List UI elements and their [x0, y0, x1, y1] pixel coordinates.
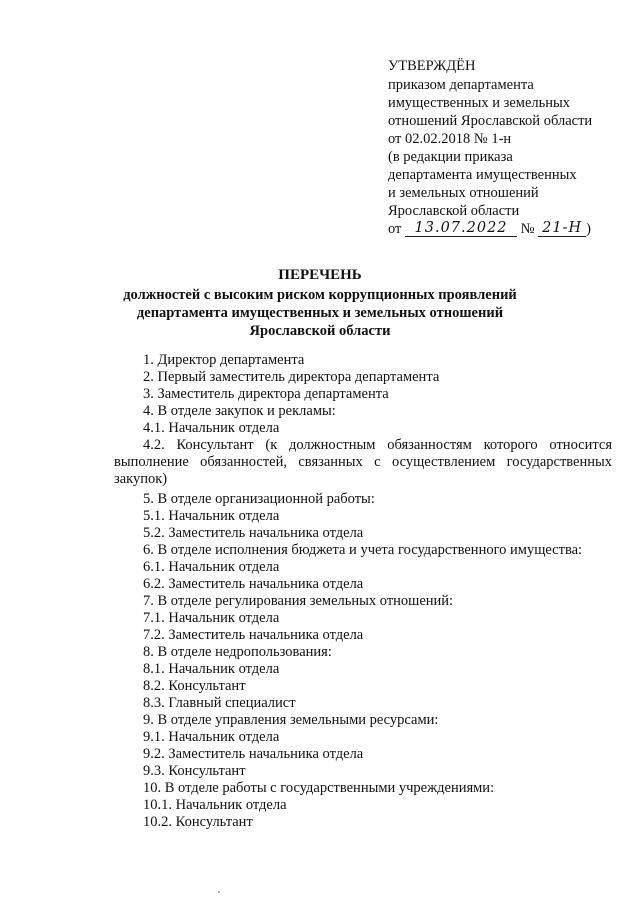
list-item: 8.2. Консультант: [143, 678, 246, 694]
list-item: 5.1. Начальник отдела: [143, 508, 280, 524]
approval-line: Ярославской области: [388, 203, 520, 219]
list-item: 6.1. Начальник отдела: [143, 559, 280, 575]
subtitle-line: Ярославской области: [249, 323, 391, 339]
list-item: 6.2. Заместитель начальника отдела: [143, 576, 364, 592]
list-item: 9.3. Консультант: [143, 763, 246, 779]
list-item: 5. В отделе организационной работы:: [143, 491, 375, 507]
scan-speck: [218, 891, 220, 893]
list-item: 9. В отделе управления земельными ресурсами:: [143, 712, 439, 728]
list-item: 7. В отделе регулирования земельных отношений:: [143, 593, 454, 609]
approval-line: от 02.02.2018 № 1-н: [388, 131, 512, 147]
list-item: 6. В отделе исполнения бюджета и учета государственного имущества:: [143, 542, 583, 558]
list-item: 8. В отделе недропользования:: [143, 644, 332, 660]
list-item: 9.1. Начальник отдела: [143, 729, 280, 745]
list-item: 1. Директор департамента: [143, 352, 305, 368]
list-item: 10.1. Начальник отдела: [143, 797, 287, 813]
number-prefix: №: [520, 221, 535, 237]
closing-paren: ): [586, 221, 591, 237]
date-prefix: от: [388, 221, 402, 237]
approval-line: отношений Ярославской области: [388, 113, 593, 129]
list-item: 8.3. Главный специалист: [143, 695, 296, 711]
approval-line: департамента имущественных: [388, 167, 577, 183]
list-item-4-2-first-line: 4.2. Консультант (к должностным обязанностям которого относится: [143, 437, 612, 453]
list-item: 5.2. Заместитель начальника отдела: [143, 525, 364, 541]
approval-line: и земельных отношений: [388, 185, 539, 201]
subtitle-line: должностей с высоким риском коррупционных проявлений: [123, 287, 517, 303]
approval-line: приказом департамента: [388, 77, 534, 93]
list-item: 7.2. Заместитель начальника отдела: [143, 627, 364, 643]
list-item: 4.1. Начальник отдела: [143, 420, 280, 436]
list-item: 10. В отделе работы с государственными учреждениями:: [143, 780, 495, 796]
list-item: 3. Заместитель директора департамента: [143, 386, 389, 402]
handwritten-date: 13.07.2022: [405, 220, 517, 237]
list-item: 4. В отделе закупок и рекламы:: [143, 403, 336, 419]
list-item: 9.2. Заместитель начальника отдела: [143, 746, 364, 762]
list-item: 2. Первый заместитель директора департамента: [143, 369, 440, 385]
approval-line: (в редакции приказа: [388, 149, 513, 165]
list-item-4-2-continuation: выполнение обязанностей, связанных с осуществлением государственных закупок): [114, 454, 612, 487]
document-title: ПЕРЕЧЕНЬ: [278, 267, 362, 283]
list-item: 8.1. Начальник отдела: [143, 661, 280, 677]
list-item: 10.2. Консультант: [143, 814, 253, 830]
subtitle-line: департамента имущественных и земельных отношений: [136, 305, 504, 321]
handwritten-number: 21-Н: [538, 220, 586, 237]
approval-title: УТВЕРЖДЁН: [388, 58, 476, 74]
list-item: 7.1. Начальник отдела: [143, 610, 280, 626]
approval-date-line: [388, 220, 591, 237]
approval-line: имущественных и земельных: [388, 95, 571, 111]
